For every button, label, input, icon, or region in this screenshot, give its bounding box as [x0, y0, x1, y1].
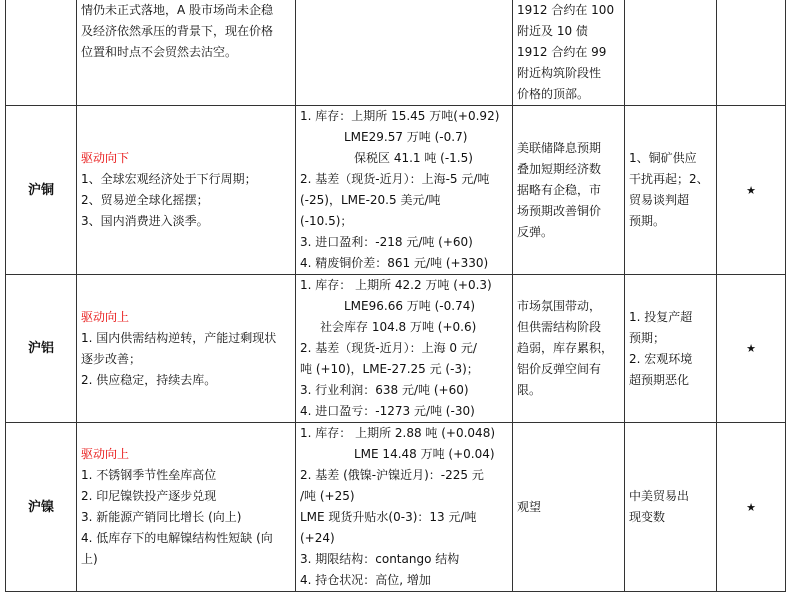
driver-line: 1. 国内供需结构逆转，产能过剩现状: [81, 330, 277, 345]
data-line: 3. 进口盈利：-218 元/吨 (+60): [300, 235, 473, 249]
view-line: 1912 合约在 99: [517, 45, 607, 59]
data-line: /吨 (+25): [300, 489, 355, 503]
driver-line: 4. 低库存下的电解镍结构性短缺 (向: [81, 531, 273, 545]
rating-star: ★: [717, 423, 786, 592]
data-cell: [296, 423, 513, 592]
risk-line: 超预期恶化: [629, 372, 690, 387]
driver-title: 驱动向下: [81, 151, 130, 165]
data-line: 3. 行业利润：638 元/吨 (+60): [300, 383, 469, 397]
data-cell: [296, 275, 513, 423]
data-line: (+24): [300, 531, 335, 545]
variety-name: 沪铜: [6, 106, 77, 275]
view-cell: [513, 106, 625, 275]
rating-star: ★: [717, 275, 786, 423]
data-line: LME96.66 万吨 (-0.74): [344, 299, 476, 313]
data-line: 1. 库存： 上期所 42.2 万吨 (+0.3): [300, 278, 492, 292]
view-cell: [513, 275, 625, 423]
table-row-copper: [6, 106, 786, 275]
data-line: LME29.57 万吨 (-0.7): [344, 130, 468, 144]
view-line: 趋弱，库存累积，: [517, 341, 614, 355]
data-line: 吨 (+10)，LME-27.25 元 (-3)；: [300, 362, 479, 376]
futures-strategy-table: [5, 0, 786, 592]
table-row: [6, 0, 786, 106]
driver-line: 2、贸易逆全球化摇摆；: [81, 193, 209, 207]
driver-cell: [77, 423, 296, 592]
data-line: 1. 库存： 上期所 2.88 吨 (+0.048): [300, 426, 496, 440]
view-line: 反弹。: [517, 224, 554, 239]
risk-line: 预期；: [629, 330, 666, 345]
driver-line: 1. 不锈钢季节性垒库高位: [81, 468, 217, 482]
driver-line: 情仍未正式落地，A 股市场尚未企稳: [81, 3, 274, 17]
view-line: 叠加短期经济数: [517, 161, 602, 176]
driver-cell: [77, 0, 296, 106]
risk-line: 预期。: [629, 214, 666, 228]
data-line: 4. 进口盈亏：-1273 元/吨 (-30): [300, 404, 475, 418]
data-cell: [296, 0, 513, 106]
view-line: 1912 合约在 100: [517, 3, 615, 17]
view-line: 价格的顶部。: [517, 87, 590, 101]
driver-cell: [77, 275, 296, 423]
driver-line: 逐步改善；: [81, 351, 142, 366]
view-line: 市场氛围带动，: [517, 299, 602, 313]
driver-line: 2. 供应稳定，持续去库。: [81, 372, 217, 387]
driver-title: 驱动向上: [81, 447, 130, 461]
data-line: 2. 基差 (俄镍-沪镍近月)：-225 元: [300, 468, 484, 482]
driver-line: 上): [81, 552, 98, 566]
data-line: (-10.5)；: [300, 214, 353, 228]
risk-cell: [625, 423, 717, 592]
driver-cell: [77, 106, 296, 275]
risk-line: 干扰再起；2、: [629, 172, 709, 186]
driver-line: 3、国内消费进入淡季。: [81, 214, 209, 228]
view-line: 附近及 10 债: [517, 24, 588, 38]
risk-line: 现变数: [629, 510, 666, 524]
driver-title: 驱动向上: [81, 309, 130, 324]
view-line: 美联储降息预期: [517, 140, 602, 155]
view-line: 限。: [517, 383, 542, 397]
view-line: 场预期改善铜价: [517, 203, 602, 218]
variety-name: 沪镍: [6, 423, 77, 592]
risk-line: 中美贸易出: [629, 489, 690, 503]
data-line: 3. 期限结构：contango 结构: [300, 552, 460, 566]
data-line: 4. 精废铜价差：861 元/吨 (+330): [300, 256, 489, 270]
risk-cell: [625, 275, 717, 423]
driver-line: 及经济依然承压的背景下，现在价格: [81, 24, 274, 38]
data-line: 1. 库存：上期所 15.45 万吨(+0.92): [300, 109, 500, 123]
variety-cell: [6, 0, 77, 106]
view-cell: [513, 423, 625, 592]
view-line: 观望: [517, 499, 542, 514]
risk-cell: [625, 0, 717, 106]
rating-star: ★: [717, 106, 786, 275]
driver-line: 位置和时点不会贸然去沽空。: [81, 45, 238, 59]
data-line: 4. 持仓状况：高位, 增加: [300, 573, 431, 587]
data-line: LME 14.48 万吨 (+0.04): [354, 447, 495, 461]
data-line: 2. 基差（现货-近月）：上海-5 元/吨: [300, 172, 490, 186]
risk-line: 贸易谈判超: [629, 193, 690, 207]
data-line: 社会库存 104.8 万吨 (+0.6): [320, 320, 477, 334]
view-cell: [513, 0, 625, 106]
risk-cell: [625, 106, 717, 275]
data-line: LME 现货升贴水(0-3)：13 元/吨: [300, 510, 477, 524]
risk-line: 1、铜矿供应: [629, 151, 697, 165]
variety-name: 沪铝: [6, 275, 77, 423]
view-line: 附近构筑阶段性: [517, 66, 602, 80]
risk-line: 2. 宏观环境: [629, 351, 693, 366]
table-row-aluminum: [6, 275, 786, 423]
data-cell: [296, 106, 513, 275]
driver-line: 1、全球宏观经济处于下行周期；: [81, 172, 257, 186]
table-row-nickel: [6, 423, 786, 592]
view-line: 但供需结构阶段: [517, 320, 602, 334]
driver-line: 2. 印尼镍铁投产逐步兑现: [81, 489, 217, 503]
view-line: 铝价反弹空间有: [517, 362, 602, 376]
view-line: 据略有企稳，市: [517, 182, 602, 197]
rating-cell: [717, 0, 786, 106]
data-line: (-25)，LME-20.5 美元/吨: [300, 193, 441, 207]
data-line: 保税区 41.1 吨 (-1.5): [354, 151, 473, 165]
driver-line: 3. 新能源产销同比增长 (向上): [81, 510, 242, 524]
data-line: 2. 基差（现货-近月）：上海 0 元/: [300, 341, 477, 355]
risk-line: 1. 投复产超: [629, 309, 693, 324]
